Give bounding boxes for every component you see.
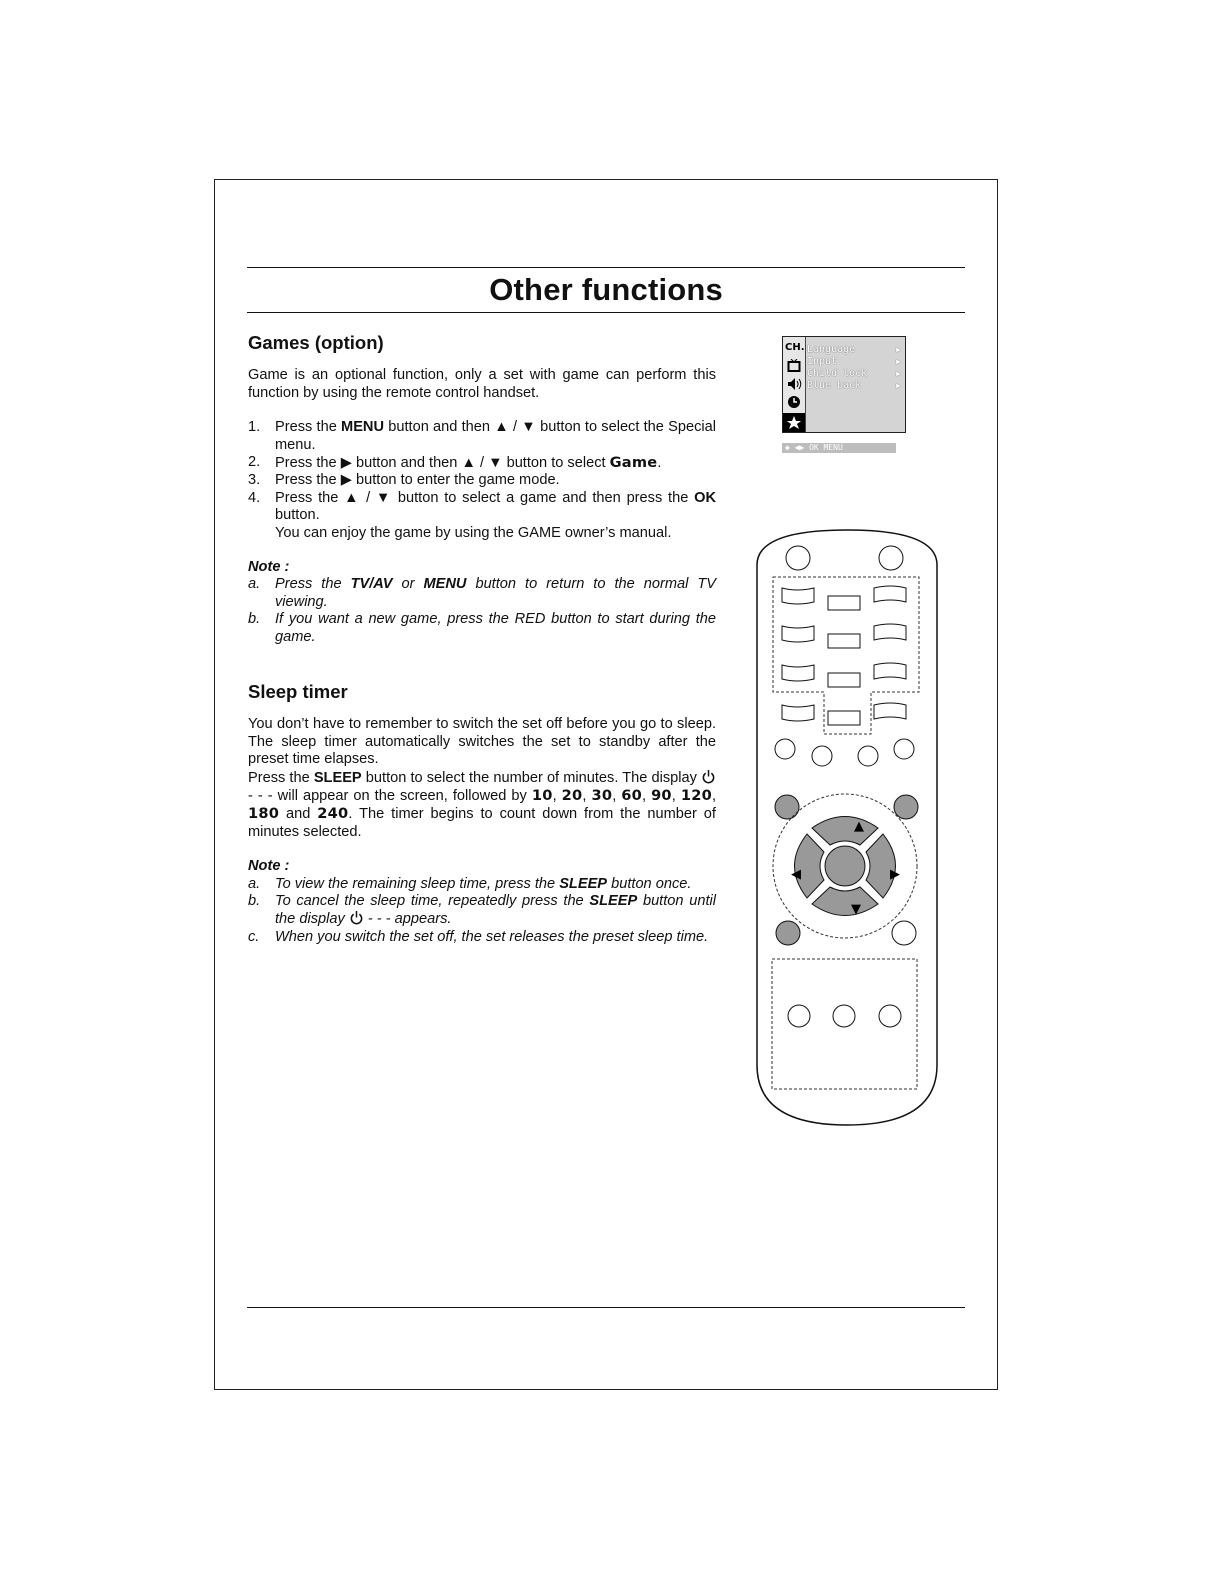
sleep-instructions: Press the SLEEP button to select the number of minutes. The display - - - will appear on the screen, followed by 10, 20, 30, 60, 90, 120, 180 and 240. The timer begins to count down from the number of minutes selected. bbox=[248, 769, 716, 840]
page-title: Other functions bbox=[489, 272, 723, 307]
games-heading: Games (option) bbox=[248, 332, 384, 353]
special-icon bbox=[783, 413, 805, 432]
red-button bbox=[775, 795, 799, 819]
clock-icon bbox=[785, 395, 803, 411]
footer-rule bbox=[247, 1307, 965, 1308]
games-notes bbox=[248, 576, 716, 646]
osd-item-input[interactable]: Input ▶ bbox=[807, 356, 901, 367]
osd-sidebar bbox=[783, 337, 806, 432]
power-icon bbox=[349, 910, 364, 925]
sleep-section bbox=[248, 683, 716, 946]
sleep-notes bbox=[248, 876, 716, 947]
games-step-3: 3. Press the ▶ button to enter the game mode. bbox=[248, 472, 560, 489]
right-arrow: ▶ bbox=[890, 867, 900, 882]
channel-icon: CH. bbox=[785, 342, 805, 353]
osd-special-menu bbox=[782, 336, 906, 433]
header-rule-top bbox=[247, 267, 965, 268]
power-icon bbox=[701, 769, 716, 784]
games-section bbox=[248, 334, 716, 646]
games-step-4: 4. Press the ▲ / ▼ button to select a game and then press the OK button. You can enjoy the game by using the GAME owner’s manual. bbox=[248, 489, 716, 541]
sleep-intro: You don’t have to remember to switch the set off before you go to sleep. The sleep timer automatically switches the set to standby after the preset time elapses. bbox=[248, 716, 716, 768]
left-arrow: ◀ bbox=[791, 867, 801, 882]
sleep-note-heading: Note : bbox=[248, 858, 290, 875]
osd-help-bar: ◆ ◀▶ OK MENU bbox=[782, 443, 896, 453]
sleep-note-b: b. To cancel the sleep time, repeatedly press the SLEEP button until the display - - - appears. bbox=[248, 893, 716, 928]
games-intro: Game is an optional function, only a set with game can perform this function by using the remote control handset. bbox=[248, 367, 716, 401]
sleep-note-c: c. When you switch the set off, the set releases the preset sleep time. bbox=[248, 928, 709, 945]
games-note-heading: Note : bbox=[248, 559, 290, 576]
osd-item-blue-back[interactable]: Blue back ▶ bbox=[807, 380, 901, 391]
sleep-note-a: a. To view the remaining sleep time, press the SLEEP button once. bbox=[248, 875, 692, 892]
osd-item-child-lock[interactable]: Child lock ▶ bbox=[807, 368, 901, 379]
remote-control-illustration bbox=[752, 525, 942, 1130]
games-step-2: 2. Press the ▶ button and then ▲ / ▼ button to select Game. bbox=[248, 454, 662, 472]
down-arrow: ▼ bbox=[851, 902, 861, 917]
speaker-icon bbox=[785, 377, 803, 393]
mute-button bbox=[879, 546, 903, 570]
up-arrow: ▲ bbox=[854, 819, 864, 834]
games-note-a: a. Press the TV/AV or MENU button to return to the normal TV viewing. bbox=[248, 576, 717, 610]
ok-button bbox=[825, 846, 865, 886]
games-step-1: 1. Press the MENU button and then ▲ / ▼ button to select the Special menu. bbox=[248, 419, 716, 453]
osd-item-language[interactable]: Language ▶ bbox=[807, 344, 901, 355]
games-steps bbox=[248, 419, 716, 542]
osd-menu-items bbox=[807, 344, 901, 392]
games-note-b: b. If you want a new game, press the RED button to start during the game. bbox=[248, 611, 716, 645]
sleep-heading: Sleep timer bbox=[248, 681, 348, 702]
header-rule-bottom bbox=[247, 312, 965, 313]
power-button bbox=[786, 546, 810, 570]
tv-icon bbox=[785, 359, 803, 375]
